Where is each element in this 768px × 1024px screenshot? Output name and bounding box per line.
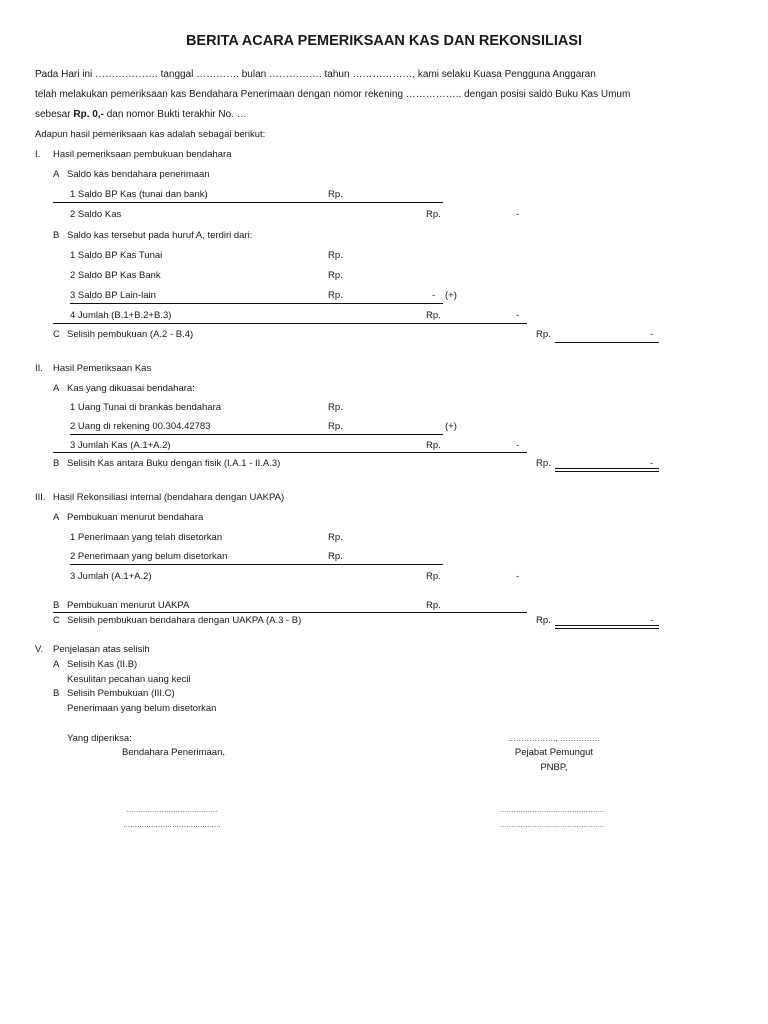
- double-underline: [555, 468, 659, 472]
- section-1-b1-label: 1 Saldo BP Kas Tunai: [70, 250, 163, 261]
- section-1-b2-rp: Rp.: [328, 270, 343, 281]
- section-1-b3-label: 3 Saldo BP Lain-lain: [70, 290, 156, 301]
- section-3-a3-value: -: [516, 571, 520, 582]
- section-2-a2-rp: Rp.: [328, 421, 343, 432]
- section-1-b3-value: -: [432, 290, 436, 301]
- intro-line-3: [35, 109, 247, 121]
- intro-line-3-prefix: sebesar: [35, 109, 74, 120]
- section-2-b-value: -: [650, 458, 654, 469]
- section-1-title: Hasil pemeriksaan pembukuan bendahara: [53, 149, 232, 160]
- intro-line-1: Pada Hari ini ………………. tanggal …………. bulan ……………. tahun ………………, kami selaku Kuasa Pengguna Anggaran: [35, 69, 596, 80]
- section-3-c-value: -: [650, 615, 654, 626]
- section-3-a3-label: 3 Jumlah (A.1+A.2): [70, 571, 152, 582]
- signature-right-nip: ………………………………………: [499, 822, 605, 829]
- section-1-b4-label: 4 Jumlah (B.1+B.2+B.3): [70, 310, 172, 321]
- section-2-a3-rp: Rp.: [426, 440, 441, 451]
- section-3-a2-rp: Rp.: [328, 551, 343, 562]
- row-divider: [70, 434, 443, 435]
- section-3-a-letter: A: [53, 512, 60, 523]
- signature-left-role: Bendahara Penerimaan,: [122, 747, 225, 758]
- document-title: BERITA ACARA PEMERIKSAAN KAS DAN REKONSILIASI: [185, 33, 583, 49]
- section-2-title: Hasil Pemeriksaan Kas: [53, 363, 152, 374]
- signature-left-label: Yang diperiksa:: [67, 733, 132, 744]
- signature-left-name: …………………………………: [126, 807, 218, 814]
- row-divider: [53, 323, 527, 324]
- section-1-a1-label: 1 Saldo BP Kas (tunai dan bank): [70, 189, 208, 200]
- section-2-a-title: Kas yang dikuasai bendahara:: [67, 383, 195, 394]
- section-5-title: Penjelasan atas selisih: [53, 644, 150, 655]
- section-1-c-title: Selisih pembukuan (A.2 - B.4): [67, 329, 194, 340]
- section-2-b-letter: B: [53, 458, 60, 469]
- section-1-c-value: -: [650, 329, 654, 340]
- section-1-a2-rp: Rp.: [426, 209, 441, 220]
- row-divider: [53, 202, 443, 203]
- section-3-b-title: Pembukuan menurut UAKPA: [67, 600, 190, 611]
- section-3-number: III.: [35, 492, 46, 503]
- section-1-c-rp: Rp.: [536, 329, 551, 340]
- section-3-c-rp: Rp.: [536, 615, 551, 626]
- section-5-a-title: Selisih Kas (II.B): [67, 659, 138, 670]
- intro-line-4: Adapun hasil pemeriksaan kas adalah sebagai berikut:: [35, 129, 266, 140]
- section-1-number: I.: [35, 149, 41, 160]
- section-5-b-note: Penerimaan yang belum disetorkan: [67, 703, 217, 714]
- intro-saldo-amount: Rp. 0,-: [73, 109, 104, 120]
- section-1-b2-label: 2 Saldo BP Kas Bank: [70, 270, 161, 281]
- section-1-b3-rp: Rp.: [328, 290, 343, 301]
- section-5-number: V.: [35, 644, 44, 655]
- section-3-a2-label: 2 Penerimaan yang belum disetorkan: [70, 551, 228, 562]
- section-1-b-letter: B: [53, 230, 60, 241]
- section-2-b-title: Selisih Kas antara Buku dengan fisik (I.A.1 - II.A.3): [67, 458, 281, 469]
- section-3-title: Hasil Rekonsiliasi internal (bendahara dengan UAKPA): [53, 492, 285, 503]
- section-1-b4-rp: Rp.: [426, 310, 441, 321]
- section-1-c-letter: C: [53, 329, 60, 340]
- row-divider: [53, 452, 527, 453]
- row-divider: [53, 612, 527, 613]
- section-1-b3-plus-sign: (+): [445, 290, 457, 301]
- row-divider: [70, 564, 443, 565]
- section-2-a2-label: 2 Uang di rekening 00.304.42783: [70, 421, 211, 432]
- section-2-a3-label: 3 Jumlah Kas (A.1+A.2): [70, 440, 171, 451]
- section-1-b-title: Saldo kas tersebut pada huruf A, terdiri dari:: [67, 230, 253, 241]
- section-3-b-letter: B: [53, 600, 60, 611]
- double-underline: [555, 625, 659, 629]
- section-2-a3-value: -: [516, 440, 520, 451]
- signature-left-nip: ……………………………………: [123, 822, 221, 829]
- section-3-a1-label: 1 Penerimaan yang telah disetorkan: [70, 532, 223, 543]
- signature-right-name: ………………………………………: [499, 807, 605, 814]
- section-1-b1-rp: Rp.: [328, 250, 343, 261]
- row-divider: [70, 303, 443, 304]
- section-5-b-letter: B: [53, 688, 60, 699]
- section-2-a1-rp: Rp.: [328, 402, 343, 413]
- intro-line-3-suffix: dan nomor Bukti terakhir No. …: [103, 109, 247, 120]
- signature-right-role-1: Pejabat Pemungut: [514, 747, 594, 758]
- section-5-a-letter: A: [53, 659, 60, 670]
- section-1-a1-rp: Rp.: [328, 189, 343, 200]
- section-3-a1-rp: Rp.: [328, 532, 343, 543]
- intro-line-2: telah melakukan pemeriksaan kas Bendahara Penerimaan dengan nomor rekening …………….. dengan posisi saldo Buku Kas Umum: [35, 89, 631, 100]
- section-2-a2-plus-sign: (+): [445, 421, 457, 432]
- section-1-b4-value: -: [516, 310, 520, 321]
- section-3-a3-rp: Rp.: [426, 571, 441, 582]
- section-1-a-title: Saldo kas bendahara penerimaan: [67, 169, 210, 180]
- section-3-c-title: Selisih pembukuan bendahara dengan UAKPA (A.3 - B): [67, 615, 302, 626]
- section-2-a1-label: 1 Uang Tunai di brankas bendahara: [70, 402, 222, 413]
- section-2-number: II.: [35, 363, 43, 374]
- section-5-b-title: Selisih Pembukuan (III.C): [67, 688, 175, 699]
- signature-right-role-2: PNBP,: [540, 762, 568, 773]
- signature-right-place-date: ………………, ……………: [507, 734, 601, 743]
- row-divider: [555, 342, 659, 343]
- section-2-b-rp: Rp.: [536, 458, 551, 469]
- section-3-b-rp: Rp.: [426, 600, 441, 611]
- section-1-a2-value: -: [516, 209, 520, 220]
- section-3-c-letter: C: [53, 615, 60, 626]
- section-5-a-note: Kesulitan pecahan uang kecil: [67, 674, 191, 685]
- section-1-a2-label: 2 Saldo Kas: [70, 209, 122, 220]
- section-1-a-letter: A: [53, 169, 60, 180]
- section-3-a-title: Pembukuan menurut bendahara: [67, 512, 204, 523]
- section-2-a-letter: A: [53, 383, 60, 394]
